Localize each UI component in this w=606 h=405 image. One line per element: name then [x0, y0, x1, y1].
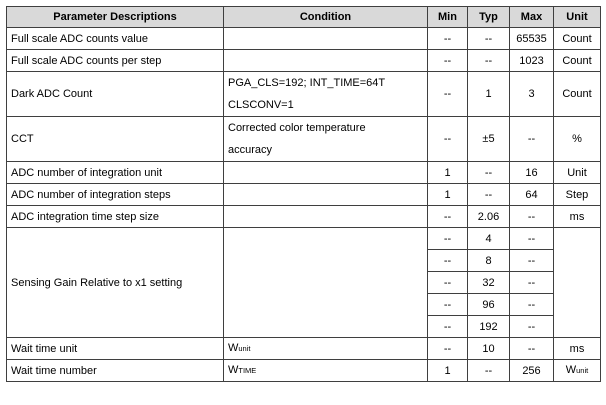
typ-cell: 1 [468, 72, 510, 117]
min-cell: 1 [428, 184, 468, 206]
spec-table [6, 6, 601, 382]
param-cell: ADC integration time step size [7, 206, 224, 228]
typ-cell: -- [468, 360, 510, 382]
max-cell: 16 [510, 162, 554, 184]
max-cell: 256 [510, 360, 554, 382]
max-cell: -- [510, 294, 554, 316]
condition-cell [224, 360, 428, 382]
max-cell: -- [510, 316, 554, 338]
unit-cell: Count [554, 72, 601, 117]
max-cell: 1023 [510, 50, 554, 72]
typ-cell: 96 [468, 294, 510, 316]
condition-cell [224, 184, 428, 206]
header-parameter: Parameter Descriptions [7, 7, 224, 28]
param-cell: ADC number of integration unit [7, 162, 224, 184]
param-cell: Wait time number [7, 360, 224, 382]
min-cell: -- [428, 28, 468, 50]
table-row [7, 360, 601, 382]
header-condition: Condition [224, 7, 428, 28]
typ-cell: 192 [468, 316, 510, 338]
table-row [7, 162, 601, 184]
header-row [7, 7, 601, 28]
min-cell: 1 [428, 162, 468, 184]
min-cell: -- [428, 338, 468, 360]
condition-symbol-subscript: TIME [238, 366, 257, 375]
condition-line: accuracy [228, 144, 273, 156]
unit-cell: % [554, 117, 601, 162]
typ-cell: 2.06 [468, 206, 510, 228]
condition-symbol-subscript: unit [238, 344, 251, 353]
min-cell: -- [428, 294, 468, 316]
typ-cell: 8 [468, 250, 510, 272]
param-cell: Full scale ADC counts value [7, 28, 224, 50]
max-cell: 64 [510, 184, 554, 206]
unit-cell: Count [554, 50, 601, 72]
min-cell: -- [428, 250, 468, 272]
typ-cell: ±5 [468, 117, 510, 162]
param-cell: Dark ADC Count [7, 72, 224, 117]
param-cell: Sensing Gain Relative to x1 setting [7, 228, 224, 338]
max-cell: -- [510, 338, 554, 360]
param-cell: ADC number of integration steps [7, 184, 224, 206]
table-row [7, 28, 601, 50]
table-row [7, 206, 601, 228]
condition-cell [224, 72, 428, 117]
table-row [7, 338, 601, 360]
max-cell: -- [510, 272, 554, 294]
header-typ: Typ [468, 7, 510, 28]
max-cell: 3 [510, 72, 554, 117]
unit-cell: ms [554, 206, 601, 228]
min-cell: -- [428, 228, 468, 250]
table-row [7, 72, 601, 117]
min-cell: -- [428, 117, 468, 162]
condition-cell [224, 28, 428, 50]
condition-cell [224, 162, 428, 184]
typ-cell: 4 [468, 228, 510, 250]
typ-cell: -- [468, 184, 510, 206]
unit-cell [554, 360, 601, 382]
min-cell: -- [428, 272, 468, 294]
unit-cell: Unit [554, 162, 601, 184]
typ-cell: 32 [468, 272, 510, 294]
condition-symbol: W [228, 364, 239, 376]
condition-symbol: W [228, 342, 239, 354]
typ-cell: -- [468, 28, 510, 50]
header-unit: Unit [554, 7, 601, 28]
unit-cell: Count [554, 28, 601, 50]
max-cell: -- [510, 228, 554, 250]
param-cell: CCT [7, 117, 224, 162]
condition-cell [224, 117, 428, 162]
min-cell: 1 [428, 360, 468, 382]
condition-line: Corrected color temperature [228, 122, 366, 134]
table-row [7, 228, 601, 250]
unit-cell: Step [554, 184, 601, 206]
condition-line: PGA_CLS=192; INT_TIME=64T [228, 77, 386, 89]
max-cell: -- [510, 117, 554, 162]
min-cell: -- [428, 72, 468, 117]
typ-cell: -- [468, 50, 510, 72]
unit-symbol-subscript: unit [576, 366, 589, 375]
unit-cell [554, 228, 601, 338]
min-cell: -- [428, 206, 468, 228]
condition-line: CLSCONV=1 [228, 99, 294, 111]
min-cell: -- [428, 50, 468, 72]
header-min: Min [428, 7, 468, 28]
max-cell: -- [510, 206, 554, 228]
max-cell: 65535 [510, 28, 554, 50]
unit-cell: ms [554, 338, 601, 360]
param-cell: Wait time unit [7, 338, 224, 360]
condition-cell [224, 50, 428, 72]
condition-cell [224, 206, 428, 228]
param-cell: Full scale ADC counts per step [7, 50, 224, 72]
typ-cell: 10 [468, 338, 510, 360]
table-row [7, 50, 601, 72]
table-row [7, 184, 601, 206]
typ-cell: -- [468, 162, 510, 184]
min-cell: -- [428, 316, 468, 338]
unit-symbol: W [565, 364, 577, 376]
header-max: Max [510, 7, 554, 28]
table-row [7, 117, 601, 162]
condition-cell [224, 338, 428, 360]
condition-cell [224, 228, 428, 338]
max-cell: -- [510, 250, 554, 272]
